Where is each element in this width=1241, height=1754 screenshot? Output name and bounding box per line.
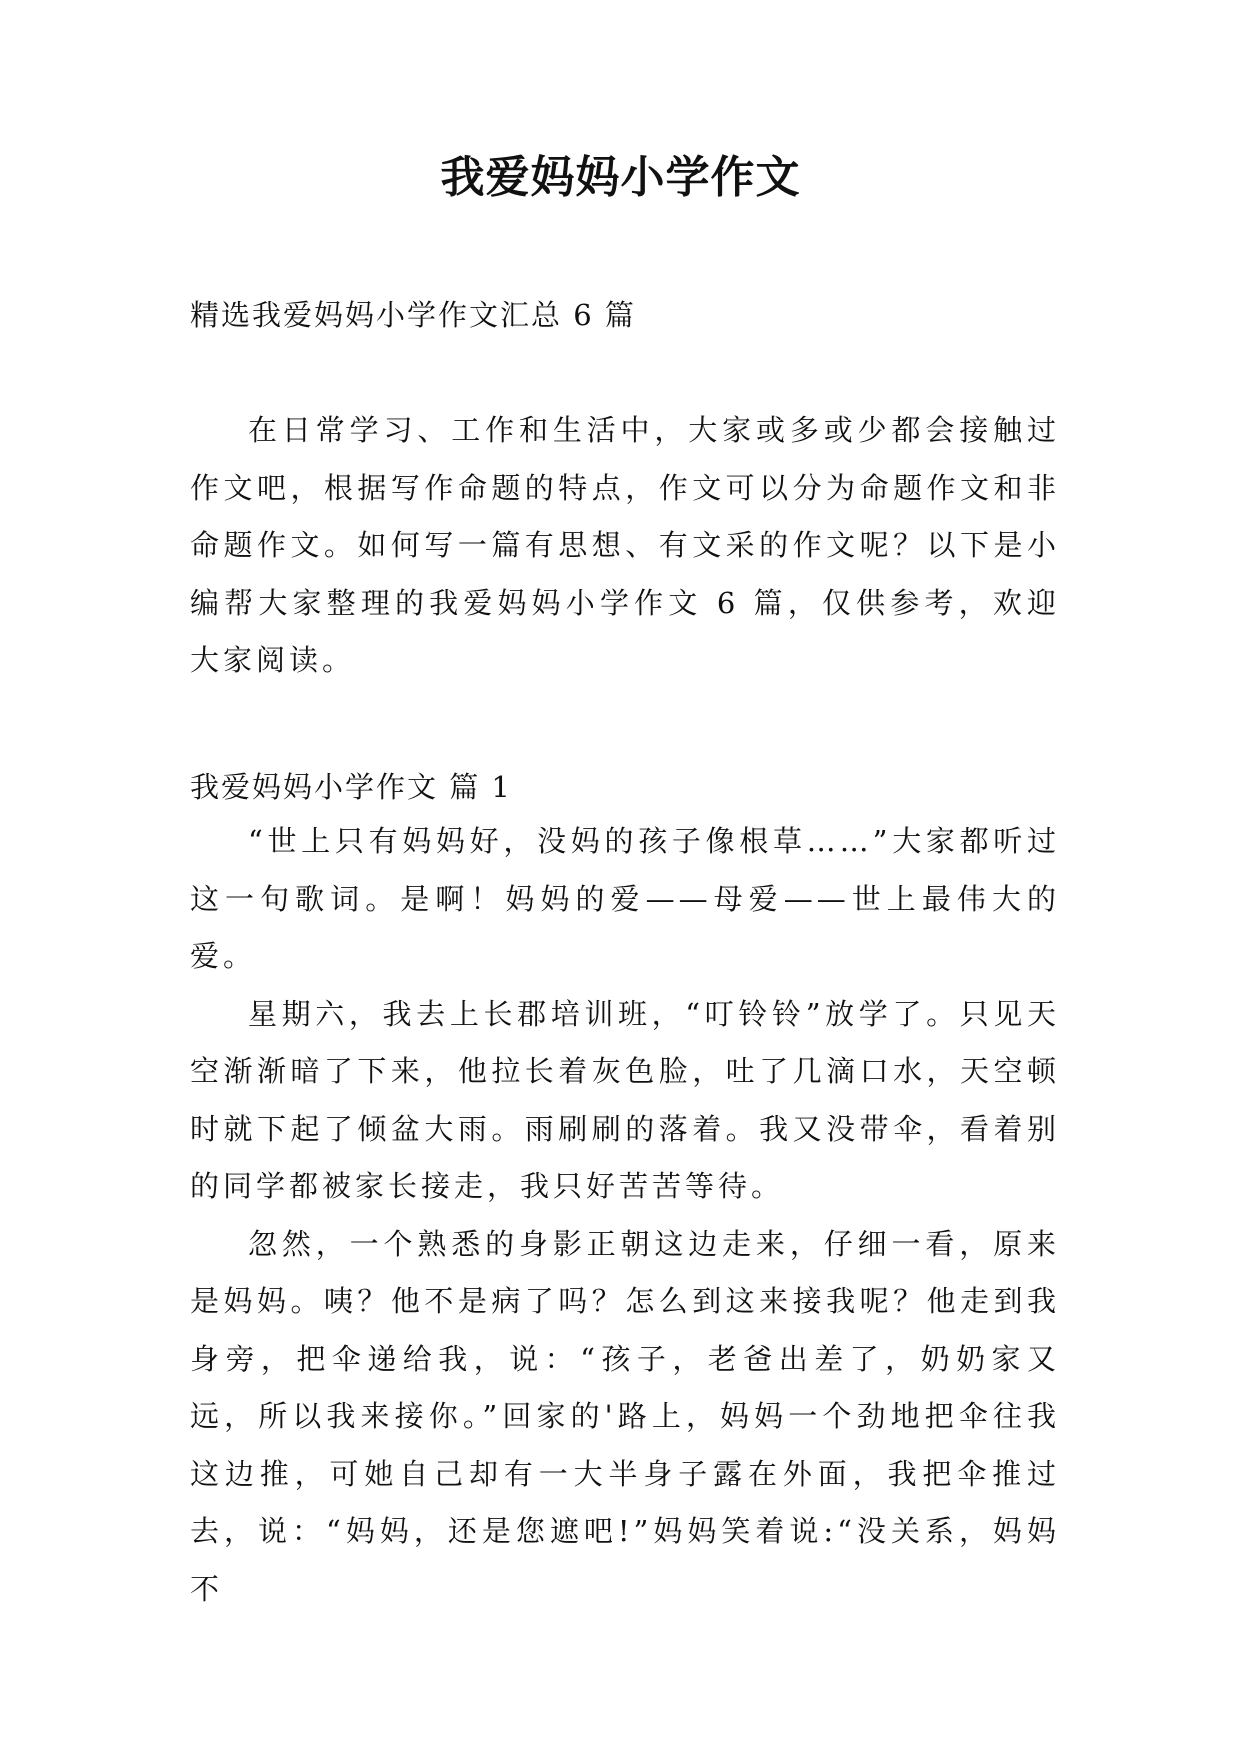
intro-paragraph: 在日常学习、工作和生活中，大家或多或少都会接触过作文吧，根据写作命题的特点，作文可以分为命题作文和非命题作文。如何写一篇有思想、有文采的作文呢？以下是小编帮大家整理的我爱妈妈小学作文 6 篇，仅供参考，欢迎大家阅读。 bbox=[190, 413, 1060, 677]
essay-paragraph: “世上只有妈妈好，没妈的孩子像根草……”大家都听过这一句歌词。是啊！妈妈的爱——母爱——世上最伟大的爱。 bbox=[190, 824, 1060, 973]
document-subtitle: 精选我爱妈妈小学作文汇总 6 篇 bbox=[190, 298, 636, 332]
essay-paragraph: 忽然，一个熟悉的身影正朝这边走来，仔细一看，原来是妈妈。咦？他不是病了吗？怎么到这来接我呢？他走到我身旁，把伞递给我，说：“孩子，老爸出差了，奶奶家又远，所以我来接你。”回家的'路上，妈妈一个劲地把伞往我这边推，可她自己却有一大半身子露在外面，我把伞推过去，说：“妈妈，还是您遮吧!”妈妈笑着说:“没关系，妈妈不 bbox=[190, 1226, 1060, 1606]
essay-body bbox=[190, 813, 1060, 1618]
document-title: 我爱妈妈小学作文 bbox=[440, 152, 801, 203]
essay-paragraph: 星期六，我去上长郡培训班，“叮铃铃”放学了。只见天空渐渐暗了下来，他拉长着灰色脸，吐了几滴口水，天空顿时就下起了倾盆大雨。雨刷刷的落着。我又没带伞，看着别的同学都被家长接走，我只好苦苦等待。 bbox=[190, 996, 1060, 1203]
section-heading: 我爱妈妈小学作文 篇 1 bbox=[190, 770, 512, 804]
